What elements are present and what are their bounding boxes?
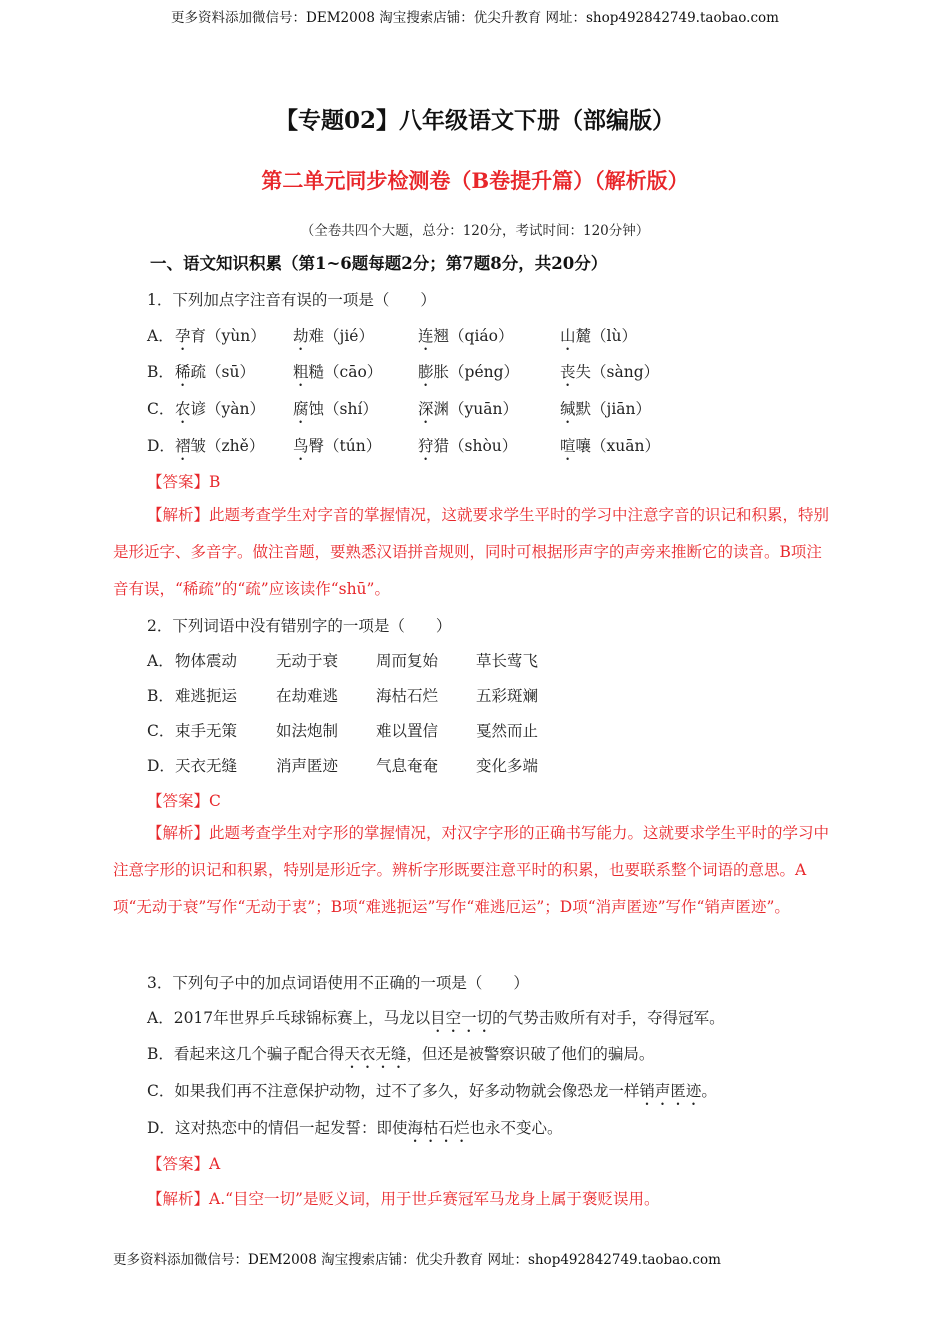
option-row — [147, 1042, 654, 1072]
exam-note: （全卷共四个大题，总分：120分，考试时间：120分钟） — [300, 223, 650, 239]
option-item — [293, 434, 381, 464]
question-2-stem: 2．下列词语中没有错别字的一项是（ ） — [147, 617, 452, 635]
emphasized-char: 腐 — [293, 400, 309, 418]
option-item — [293, 360, 382, 390]
option-row — [0, 754, 950, 778]
answer-value: A — [209, 1155, 221, 1173]
emphasized-phrase: 目空一切 — [430, 1009, 493, 1027]
option-item: 束手无策 — [175, 722, 238, 740]
page-header: 更多资料添加微信号：DEM2008 淘宝搜索店铺：优尖升教育 网址：shop492842749.taobao.com — [171, 10, 779, 26]
option-letter: C． — [147, 400, 175, 418]
option-item: 戛然而止 — [476, 722, 539, 740]
option-letter: B． — [147, 1045, 174, 1063]
emphasized-char: 稀 — [175, 363, 191, 381]
page-title: 【专题02】八年级语文下册（部编版） — [274, 107, 675, 134]
option-item — [293, 324, 374, 354]
option-row — [0, 360, 950, 384]
option-row — [0, 434, 950, 458]
option-letter: A． — [147, 327, 174, 345]
emphasized-char: 缄 — [560, 400, 576, 418]
emphasized-phrase: 海枯石烂 — [407, 1119, 470, 1137]
option-item — [418, 397, 518, 427]
emphasized-char: 褶 — [175, 437, 191, 455]
option-letter: D． — [147, 437, 175, 455]
question-1-stem: 1．下列加点字注音有误的一项是（ ） — [147, 291, 436, 309]
option-text: 2017年世界乒乓球锦标赛上，马龙以 — [173, 1009, 431, 1027]
analysis-text: 此题考查学生对字音的掌握情况，这就要求学生平时的学习中注意字音的识记和积累，特别是形近字、多音字。做注音题，要熟悉汉语拼音规则，同时可根据形声字的声旁来推断它的读音。B项注音有误，“稀疏”的“疏”应该读作“shū”。 — [113, 506, 830, 598]
option-item: 海枯石烂 — [376, 687, 439, 705]
option-item: 草长莺飞 — [476, 652, 539, 670]
option-item — [175, 324, 266, 354]
option-item — [560, 397, 651, 427]
option-item: 变化多端 — [476, 757, 539, 775]
option-letter: C． — [147, 1082, 175, 1100]
option-item: 在劫难逃 — [276, 687, 339, 705]
option-item — [175, 397, 265, 427]
option-row — [0, 324, 950, 348]
option-text: 看起来这几个骗子配合得 — [173, 1045, 345, 1063]
question-2-analysis — [113, 815, 833, 926]
option-text: 育（yùn） — [190, 327, 266, 345]
page-footer: 更多资料添加微信号：DEM2008 淘宝搜索店铺：优尖升教育 网址：shop492842749.taobao.com — [113, 1252, 721, 1268]
option-text: 麓（lù） — [575, 327, 637, 345]
emphasized-char: 深 — [418, 400, 434, 418]
emphasized-char: 狩 — [418, 437, 434, 455]
option-item — [418, 434, 517, 464]
option-item — [560, 434, 660, 464]
option-item — [293, 397, 378, 427]
option-item: 难以置信 — [376, 722, 439, 740]
option-text: 臀（tún） — [308, 437, 382, 455]
option-letter: D． — [147, 757, 175, 775]
option-item: 消声匿迹 — [276, 757, 339, 775]
emphasized-char: 喧 — [560, 437, 576, 455]
option-item: 如法炮制 — [276, 722, 339, 740]
option-text: 如果我们再不注意保护动物，过不了多久，好多动物就会像恐龙一样 — [174, 1082, 640, 1100]
emphasized-char: 膨 — [418, 363, 434, 381]
option-text: 渊（yuān） — [433, 400, 518, 418]
option-item: 气息奄奄 — [376, 757, 439, 775]
emphasized-char: 丧 — [560, 363, 576, 381]
option-letter: A． — [147, 652, 174, 670]
option-row — [0, 684, 950, 708]
question-1-answer — [147, 470, 220, 492]
analysis-text: A.“目空一切”是贬义词，用于世乒赛冠军马龙身上属于褒贬误用。 — [209, 1190, 660, 1208]
option-item — [560, 360, 659, 390]
option-letter: D． — [147, 1119, 175, 1137]
analysis-text: 此题考查学生对字形的掌握情况，对汉字字形的正确书写能力。这就要求学生平时的学习中注意字形的识记和积累，特别是形近字。辨析字形既要注意平时的积累，也要联系整个词语的意思。A项“无动于衰”写作“无动于衷”；B项“难逃扼运”写作“难逃厄运”；D项“消声匿迹”写作“销声匿迹”。 — [113, 824, 830, 916]
option-text: 失（sàng） — [575, 363, 660, 381]
emphasized-char: 农 — [175, 400, 191, 418]
option-item — [175, 360, 255, 390]
option-text: 也永不变心。 — [469, 1119, 563, 1137]
emphasized-char: 山 — [560, 327, 576, 345]
option-letter: A． — [147, 1009, 174, 1027]
option-text: 这对热恋中的情侣一起发誓：即使 — [174, 1119, 408, 1137]
option-text: 谚（yàn） — [190, 400, 265, 418]
option-text: 的气势击败所有对手，夺得冠军。 — [492, 1009, 725, 1027]
emphasized-char: 劫 — [293, 327, 309, 345]
option-item — [418, 360, 519, 390]
emphasized-char: 孕 — [175, 327, 191, 345]
page-subtitle: 第二单元同步检测卷（B卷提升篇）（解析版） — [261, 168, 689, 193]
analysis-label: 【解析】 — [147, 506, 210, 524]
option-text: 皱（zhě） — [190, 437, 265, 455]
option-item: 物体震动 — [175, 652, 238, 670]
option-text: 嚷（xuān） — [575, 437, 660, 455]
question-3-answer — [147, 1152, 220, 1174]
emphasized-char: 粗 — [293, 363, 309, 381]
option-item: 天衣无缝 — [175, 757, 238, 775]
option-text: 难（jié） — [308, 327, 374, 345]
answer-label: 【答案】 — [147, 792, 210, 810]
option-item: 无动于衰 — [276, 652, 339, 670]
option-letter: B． — [147, 687, 174, 705]
option-row — [0, 649, 950, 673]
answer-value: B — [209, 473, 221, 491]
emphasized-char: 鸟 — [293, 437, 309, 455]
option-letter: B． — [147, 363, 174, 381]
option-row — [0, 719, 950, 743]
option-item: 周而复始 — [376, 652, 439, 670]
option-text: 猎（shòu） — [433, 437, 518, 455]
option-text: 胀（péng） — [433, 363, 520, 381]
analysis-label: 【解析】 — [147, 1190, 210, 1208]
option-item — [560, 324, 637, 354]
answer-label: 【答案】 — [147, 1155, 210, 1173]
option-text: 默（jiān） — [575, 400, 652, 418]
option-row — [0, 397, 950, 421]
option-item — [175, 434, 264, 464]
answer-value: C — [209, 792, 221, 810]
emphasized-phrase: 天衣无缝 — [344, 1045, 407, 1063]
option-text: 翘（qiáo） — [433, 327, 514, 345]
option-text: 疏（sū） — [190, 363, 255, 381]
option-text: ，但还是被警察识破了他们的骗局。 — [406, 1045, 655, 1063]
option-row — [147, 1116, 562, 1146]
option-text: 糙（cāo） — [308, 363, 383, 381]
option-item: 五彩斑斓 — [476, 687, 539, 705]
analysis-label: 【解析】 — [147, 824, 210, 842]
question-3-stem: 3．下列句子中的加点词语使用不正确的一项是（ ） — [147, 974, 529, 992]
emphasized-phrase: 销声匿迹 — [639, 1082, 702, 1100]
option-row — [147, 1006, 725, 1036]
question-3-analysis — [147, 1187, 660, 1209]
emphasized-char: 连 — [418, 327, 434, 345]
answer-label: 【答案】 — [147, 473, 210, 491]
section-heading: 一、语文知识积累（第1~6题每题2分；第7题8分，共20分） — [150, 254, 608, 273]
question-1-analysis — [113, 497, 833, 608]
option-text: 蚀（shí） — [308, 400, 378, 418]
option-text: 。 — [701, 1082, 717, 1100]
option-row — [147, 1079, 717, 1109]
option-item: 难逃扼运 — [175, 687, 238, 705]
option-item — [418, 324, 513, 354]
question-2-answer — [147, 789, 221, 811]
option-letter: C． — [147, 722, 175, 740]
